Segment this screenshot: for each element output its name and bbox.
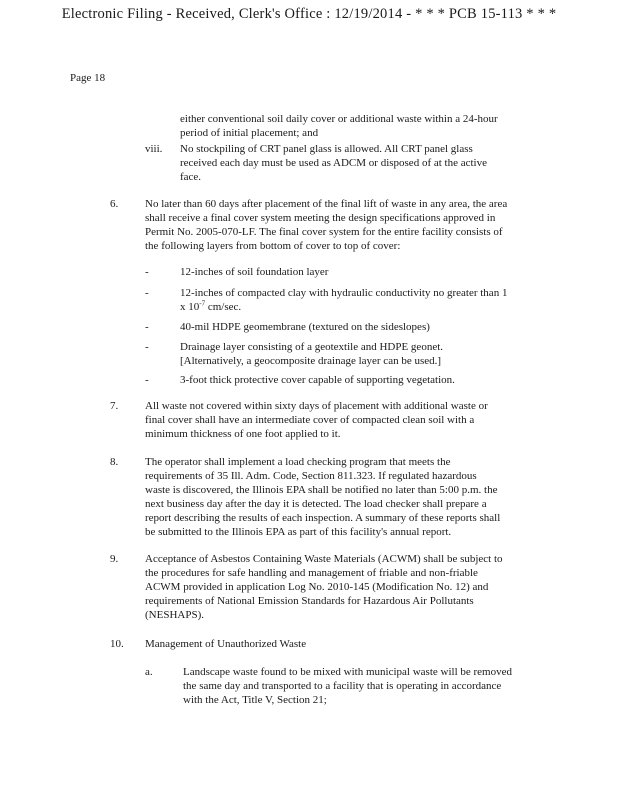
item-10-title: Management of Unauthorized Waste	[145, 638, 307, 650]
item-8-text-line: next business day after the day it is detected. The load checker shall prepare a	[145, 498, 487, 510]
item-10-number: 10.	[110, 638, 124, 650]
cover-layer-item-continued: [Alternatively, a geocomposite drainage layer can be used.]	[180, 355, 442, 367]
filing-stamp-header: Electronic Filing - Received, Clerk's Office : 12/19/2014 - * * * PCB 15-113 * * *	[61, 6, 557, 22]
item-7-text-line: All waste not covered within sixty days of placement with additional waste or	[145, 400, 488, 412]
bullet-dash: -	[145, 266, 149, 278]
item-viii-marker: viii.	[145, 143, 163, 155]
item-8-text-line: waste is discovered, the Illinois EPA shall be notified no later than 5:00 p.m. the	[145, 484, 498, 496]
item-6-text-line: No later than 60 days after placement of the final lift of waste in any area, the area	[145, 198, 508, 210]
item-9-text-line: requirements of National Emission Standards for Hazardous Air Pollutants	[145, 595, 474, 607]
item-10a-text-line: the same day and transported to a facility that is operating in accordance	[183, 680, 502, 692]
item-10a-text-line: with the Act, Title V, Section 21;	[183, 694, 327, 706]
item-8-text-line: The operator shall implement a load checking program that meets the	[145, 456, 451, 468]
item-9-text-line: ACWM provided in application Log No. 2010-145 (Modification No. 12) and	[145, 581, 489, 593]
item-6-number: 6.	[110, 198, 119, 210]
bullet-dash: -	[145, 374, 149, 386]
continued-text-line: either conventional soil daily cover or additional waste within a 24-hour	[180, 113, 498, 125]
cover-layer-item: 3-foot thick protective cover capable of supporting vegetation.	[180, 374, 455, 386]
item-9-text-line: the procedures for safe handling and management of friable and non-friable	[145, 567, 478, 579]
item-viii-text-line: No stockpiling of CRT panel glass is allowed. All CRT panel glass	[180, 143, 473, 155]
item-8-number: 8.	[110, 456, 119, 468]
cover-layer-item: 12-inches of compacted clay with hydraulic conductivity no greater than 1	[180, 287, 508, 299]
item-10a-text-line: Landscape waste found to be mixed with municipal waste will be removed	[183, 666, 512, 678]
item-9-text-line: Acceptance of Asbestos Containing Waste Materials (ACWM) shall be subject to	[145, 553, 503, 565]
item-6-text-line: Permit No. 2005-070-LF. The final cover system for the entire facility consists of	[145, 226, 503, 238]
exponent: -7	[199, 299, 206, 308]
item-viii-text-line: face.	[180, 171, 202, 183]
cover-layer-item-continued: x $10^{-7}$ cm/sec.	[180, 299, 242, 313]
item-6-text-line: the following layers from bottom of cover to top of cover:	[145, 240, 401, 252]
item-7-number: 7.	[110, 400, 119, 412]
item-viii-text-line: received each day must be used as ADCM or disposed of at the active	[180, 157, 487, 169]
bullet-dash: -	[145, 287, 149, 299]
cover-layer-item: Drainage layer consisting of a geotextile and HDPE geonet.	[180, 341, 444, 353]
item-7-text-line: minimum thickness of one foot applied to it.	[145, 428, 341, 440]
page-number: Page 18	[70, 72, 106, 84]
bullet-dash: -	[145, 321, 149, 333]
item-9-number: 9.	[110, 553, 119, 565]
cover-layer-item: 40-mil HDPE geomembrane (textured on the sideslopes)	[180, 321, 430, 333]
cover-layer-item: 12-inches of soil foundation layer	[180, 266, 329, 278]
item-6-text-line: shall receive a final cover system meeting the design specifications approved in	[145, 212, 496, 224]
item-8-text-line: report describing the results of each inspection. A summary of these reports shall	[145, 512, 501, 524]
bullet-dash: -	[145, 341, 149, 353]
item-10a-marker: a.	[145, 666, 153, 678]
continued-text-line: period of initial placement; and	[180, 127, 319, 139]
item-9-text-line: (NESHAPS).	[145, 609, 204, 621]
item-8-text-line: be submitted to the Illinois EPA as part of this facility's annual report.	[145, 526, 452, 538]
item-8-text-line: requirements of 35 Ill. Adm. Code, Section 811.323. If regulated hazardous	[145, 470, 477, 482]
item-7-text-line: final cover shall have an intermediate cover of compacted clean soil with a	[145, 414, 475, 426]
